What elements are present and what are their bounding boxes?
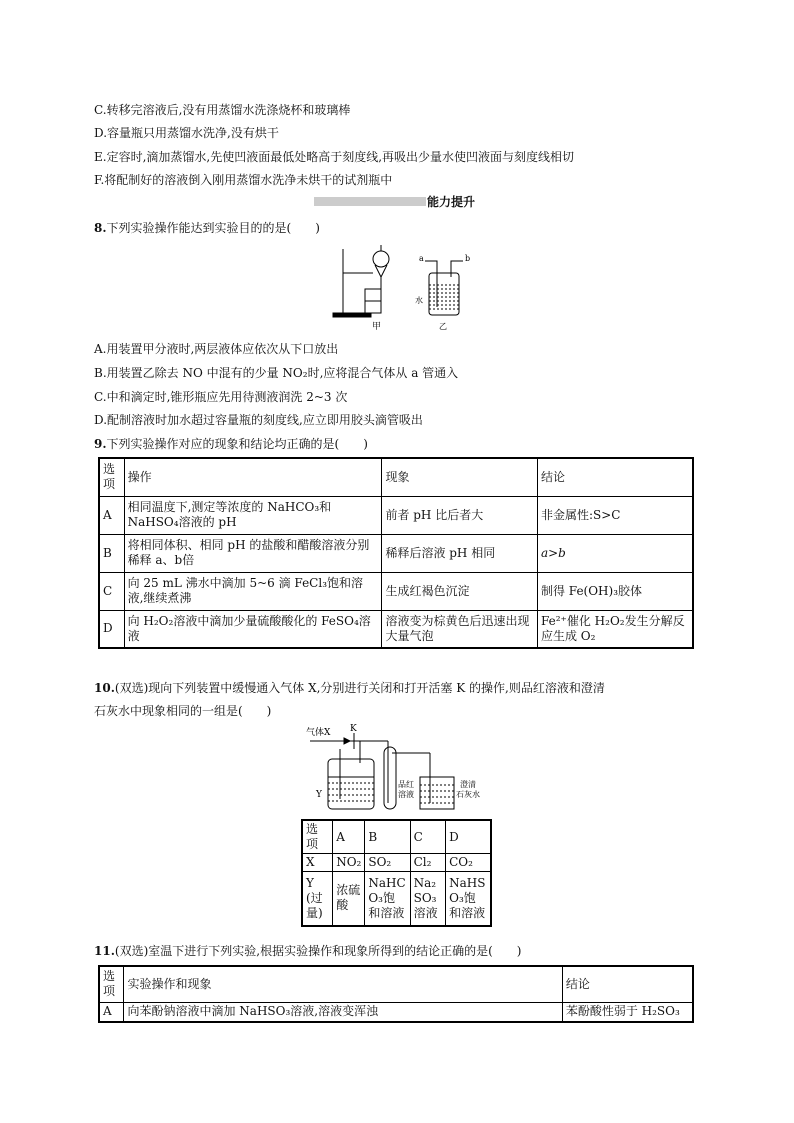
table-cell: 溶液变为棕黄色后迅速出现大量气泡 bbox=[382, 610, 538, 648]
q8-number: 8. bbox=[94, 221, 107, 235]
table-cell: 向 25 mL 沸水中滴加 5~6 滴 FeCl₃饱和溶液,继续煮沸 bbox=[124, 572, 382, 610]
section-title: 能力提升 bbox=[427, 195, 476, 209]
table-cell: Y (过量) bbox=[302, 872, 333, 926]
table-cell: Na₂SO₃溶液 bbox=[410, 872, 446, 926]
q11-stem-text: (双选)室温下进行下列实验,根据实验操作和现象所得到的结论正确的是( ) bbox=[114, 944, 522, 958]
fig-label-k: K bbox=[350, 724, 357, 734]
table-header-cell: B bbox=[365, 820, 410, 854]
table-cell: 前者 pH 比后者大 bbox=[382, 496, 538, 534]
table-header-cell: 实验操作和现象 bbox=[124, 966, 562, 1002]
table-cell: 向苯酚钠溶液中滴加 NaHSO₃溶液,溶液变浑浊 bbox=[124, 1002, 562, 1022]
q8-option-c: C.中和滴定时,锥形瓶应先用待测液润洗 2~3 次 bbox=[94, 390, 348, 404]
section-bar bbox=[314, 197, 426, 206]
table-cell: C bbox=[99, 572, 124, 610]
table-cell: NO₂ bbox=[333, 854, 365, 872]
table-header-cell: 选项 bbox=[99, 458, 124, 496]
table-cell: D bbox=[99, 610, 124, 648]
table-cell: SO₂ bbox=[365, 854, 410, 872]
fig-label-pinhong-2: 溶液 bbox=[398, 790, 414, 799]
table-cell: X bbox=[302, 854, 333, 872]
fig-label-yi: 乙 bbox=[439, 322, 447, 331]
q8-option-d: D.配制溶液时加水超过容量瓶的刻度线,应立即用胶头滴管吸出 bbox=[94, 413, 423, 427]
fig-label-lime-2: 石灰水 bbox=[456, 790, 480, 799]
table-cell: 浓硫酸 bbox=[333, 872, 365, 926]
table-cell: Cl₂ bbox=[410, 854, 446, 872]
fig-label-b: b bbox=[465, 254, 471, 263]
table-header-cell: 结论 bbox=[537, 458, 693, 496]
table-header-row bbox=[99, 458, 693, 496]
q9-stem-text: 下列实验操作对应的现象和结论均正确的是( ) bbox=[106, 437, 368, 451]
table-row bbox=[99, 496, 693, 534]
table-header-cell: 现象 bbox=[382, 458, 538, 496]
table-header-cell: 结论 bbox=[562, 966, 693, 1002]
q11-number: 11. bbox=[94, 944, 115, 958]
table-header-cell: A bbox=[333, 820, 365, 854]
table-cell: 制得 Fe(OH)₃胶体 bbox=[537, 572, 693, 610]
fig-label-gas-x: 气体X bbox=[306, 728, 331, 738]
table-cell: B bbox=[99, 534, 124, 572]
table-cell: NaHSO₃饱和溶液 bbox=[446, 872, 491, 926]
table-cell: CO₂ bbox=[446, 854, 491, 872]
option-c-text: C.转移完溶液后,没有用蒸馏水洗涤烧杯和玻璃棒 bbox=[94, 103, 351, 117]
table-cell: 相同温度下,测定等浓度的 NaHCO₃和 NaHSO₄溶液的 pH bbox=[124, 496, 382, 534]
table-cell: 非金属性:S>C bbox=[537, 496, 693, 534]
table-cell: 将相同体积、相同 pH 的盐酸和醋酸溶液分别稀释 a、b倍 bbox=[124, 534, 382, 572]
table-cell: a>b bbox=[537, 534, 693, 572]
table-row bbox=[99, 1002, 693, 1022]
option-f-text: F.将配制好的溶液倒入刚用蒸馏水洗净未烘干的试剂瓶中 bbox=[94, 173, 393, 187]
q9-stem bbox=[94, 435, 368, 453]
table-header-cell: 操作 bbox=[124, 458, 382, 496]
table-row bbox=[302, 854, 491, 872]
fig-label-a: a bbox=[419, 254, 424, 263]
table-row bbox=[302, 872, 491, 926]
table-header-cell: C bbox=[410, 820, 446, 854]
table-row bbox=[99, 572, 693, 610]
q10-stem-line1 bbox=[94, 679, 605, 697]
q10-table bbox=[301, 819, 492, 927]
q8-apparatus-figure bbox=[325, 241, 485, 331]
table-header-row bbox=[99, 966, 693, 1002]
q10-apparatus-figure bbox=[300, 723, 500, 815]
q11-stem bbox=[94, 942, 521, 960]
apparatus-yi bbox=[425, 261, 463, 315]
table-cell: 生成红褐色沉淀 bbox=[382, 572, 538, 610]
table-cell: NaHCO₃饱和溶液 bbox=[365, 872, 410, 926]
table-row bbox=[99, 534, 693, 572]
table-header-cell: 选项 bbox=[99, 966, 124, 1002]
table-header-row bbox=[302, 820, 491, 854]
table-header-cell: D bbox=[446, 820, 491, 854]
table-row bbox=[99, 610, 693, 648]
fig-label-y: Y bbox=[316, 790, 322, 800]
fig-label-jia: 甲 bbox=[372, 322, 382, 331]
q9-table bbox=[98, 457, 694, 649]
option-e-text: E.定容时,滴加蒸馏水,先使凹液面最低处略高于刻度线,再吸出少量水使凹液面与刻度线相切 bbox=[94, 150, 575, 164]
q11-table bbox=[98, 965, 694, 1023]
table-header-cell: 选项 bbox=[302, 820, 333, 854]
q10-number: 10. bbox=[94, 681, 115, 695]
q10-stem-text-1: (双选)现向下列装置中缓慢通入气体 X,分别进行关闭和打开活塞 K 的操作,则品红溶液和澄清 bbox=[114, 681, 605, 695]
q10-stem-line2: 石灰水中现象相同的一组是( ) bbox=[94, 704, 272, 718]
q8-option-a: A.用装置甲分液时,两层液体应依次从下口放出 bbox=[94, 342, 339, 356]
fig-label-water: 水 bbox=[415, 296, 423, 305]
apparatus-jia bbox=[333, 245, 389, 317]
table-cell: 苯酚酸性弱于 H₂SO₃ bbox=[562, 1002, 693, 1022]
q8-stem-text: 下列实验操作能达到实验目的的是( ) bbox=[106, 221, 320, 235]
table-cell: A bbox=[99, 496, 124, 534]
option-d-text: D.容量瓶只用蒸馏水洗净,没有烘干 bbox=[94, 126, 279, 140]
fig-label-pinhong-1: 品红 bbox=[398, 780, 414, 789]
table-cell: 稀释后溶液 pH 相同 bbox=[382, 534, 538, 572]
q8-stem bbox=[94, 219, 320, 237]
fig-label-lime-1: 澄清 bbox=[460, 780, 476, 789]
q9-number: 9. bbox=[94, 437, 107, 451]
q8-option-b: B.用装置乙除去 NO 中混有的少量 NO₂时,应将混合气体从 a 管通入 bbox=[94, 366, 459, 380]
table-cell: A bbox=[99, 1002, 124, 1022]
apparatus-chain bbox=[310, 733, 454, 809]
table-cell: 向 H₂O₂溶液中滴加少量硫酸酸化的 FeSO₄溶液 bbox=[124, 610, 382, 648]
table-cell: Fe²⁺催化 H₂O₂发生分解反应生成 O₂ bbox=[537, 610, 693, 648]
